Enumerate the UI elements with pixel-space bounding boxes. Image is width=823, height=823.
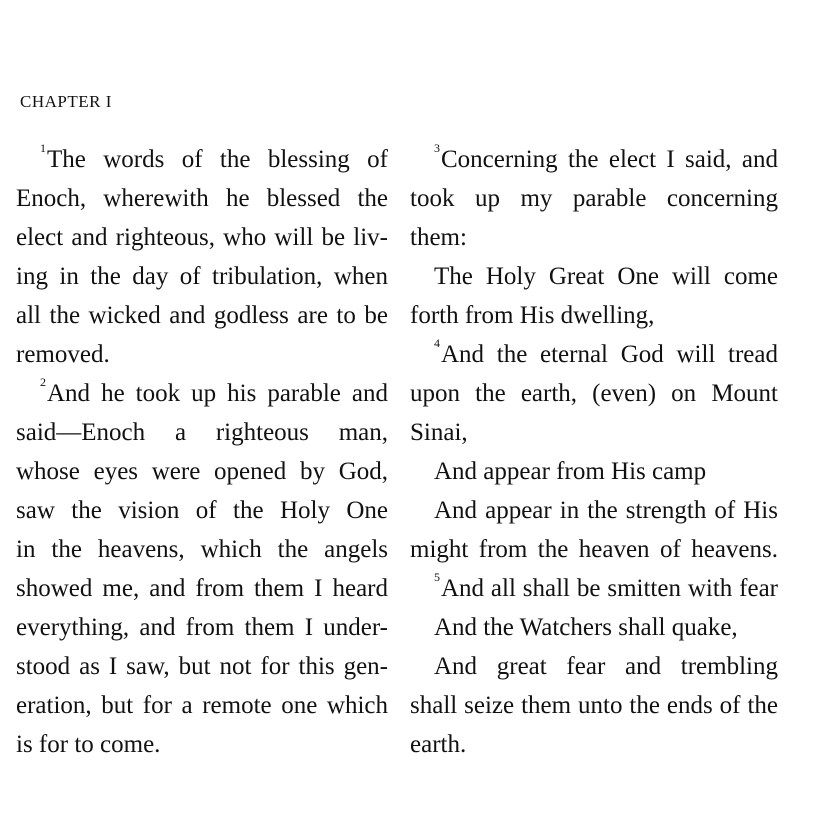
line-text: showed me, and from them I heard [16, 575, 388, 602]
text-line [16, 530, 388, 569]
text-line [410, 530, 778, 569]
line-text: And he took up his parable and [47, 380, 388, 407]
verse-number: 3 [434, 141, 440, 155]
line-text: And appear in the strength of His [434, 497, 778, 524]
left-text-column [16, 140, 388, 764]
text-line [16, 452, 388, 491]
line-text: forth from His dwelling, [410, 302, 655, 329]
line-text: Sinai, [410, 419, 468, 446]
line-text: them: [410, 224, 467, 251]
line-text: And the Watchers shall quake, [434, 614, 738, 641]
text-line [16, 296, 388, 335]
text-line [410, 179, 778, 218]
text-line [16, 647, 388, 686]
right-text-column [410, 140, 778, 764]
text-line [16, 491, 388, 530]
line-text: And great fear and trembling [434, 653, 778, 680]
verse-number: 4 [434, 336, 440, 350]
text-line [410, 608, 778, 647]
text-line [16, 140, 388, 179]
text-line [16, 725, 388, 764]
text-line [410, 257, 778, 296]
text-line [410, 491, 778, 530]
line-text: shall seize them unto the ends of the [410, 692, 778, 719]
line-text: And all shall be smitten with fear [441, 575, 778, 602]
line-text: all the wicked and godless are to be [16, 302, 388, 329]
line-text: stood as I saw, but not for this gen- [16, 653, 388, 680]
line-text: saw the vision of the Holy One [16, 497, 388, 524]
text-line [16, 413, 388, 452]
line-text: said—Enoch a righteous man, [16, 419, 388, 446]
line-text: everything, and from them I under- [16, 614, 388, 641]
line-text: And the eternal God will tread [441, 341, 778, 368]
line-text: whose eyes were opened by God, [16, 458, 388, 485]
verse-number: 5 [434, 570, 440, 584]
text-line [16, 608, 388, 647]
text-line [410, 335, 778, 374]
text-line [16, 218, 388, 257]
text-line [410, 296, 778, 335]
line-text: upon the earth, (even) on Mount [410, 380, 778, 407]
line-text: in the heavens, which the angels [16, 536, 388, 563]
text-line [410, 140, 778, 179]
text-line [410, 647, 778, 686]
line-text: The words of the blessing of [47, 146, 388, 173]
line-text: took up my parable concerning [410, 185, 778, 212]
text-line [410, 413, 778, 452]
text-line [16, 569, 388, 608]
line-text: ing in the day of tribulation, when [16, 263, 388, 290]
text-line [16, 374, 388, 413]
chapter-heading: CHAPTER I [20, 92, 112, 111]
line-text: might from the heaven of heavens. [410, 536, 778, 563]
line-text: removed. [16, 341, 110, 368]
line-text: Enoch, wherewith he blessed the [16, 185, 388, 212]
line-text: elect and righteous, who will be liv- [16, 224, 388, 251]
text-line [410, 725, 778, 764]
line-text: eration, but for a remote one which [16, 692, 388, 719]
text-line [410, 452, 778, 491]
text-line [410, 569, 778, 608]
text-line [16, 335, 388, 374]
verse-number: 1 [40, 141, 46, 155]
text-line [16, 257, 388, 296]
line-text: earth. [410, 731, 467, 758]
text-line [410, 374, 778, 413]
line-text: The Holy Great One will come [434, 263, 778, 290]
line-text: Concerning the elect I said, and [441, 146, 778, 173]
line-text: is for to come. [16, 731, 161, 758]
verse-number: 2 [40, 375, 46, 389]
line-text: And appear from His camp [434, 458, 707, 485]
text-line [410, 218, 778, 257]
text-line [16, 179, 388, 218]
text-line [410, 686, 778, 725]
text-line [16, 686, 388, 725]
